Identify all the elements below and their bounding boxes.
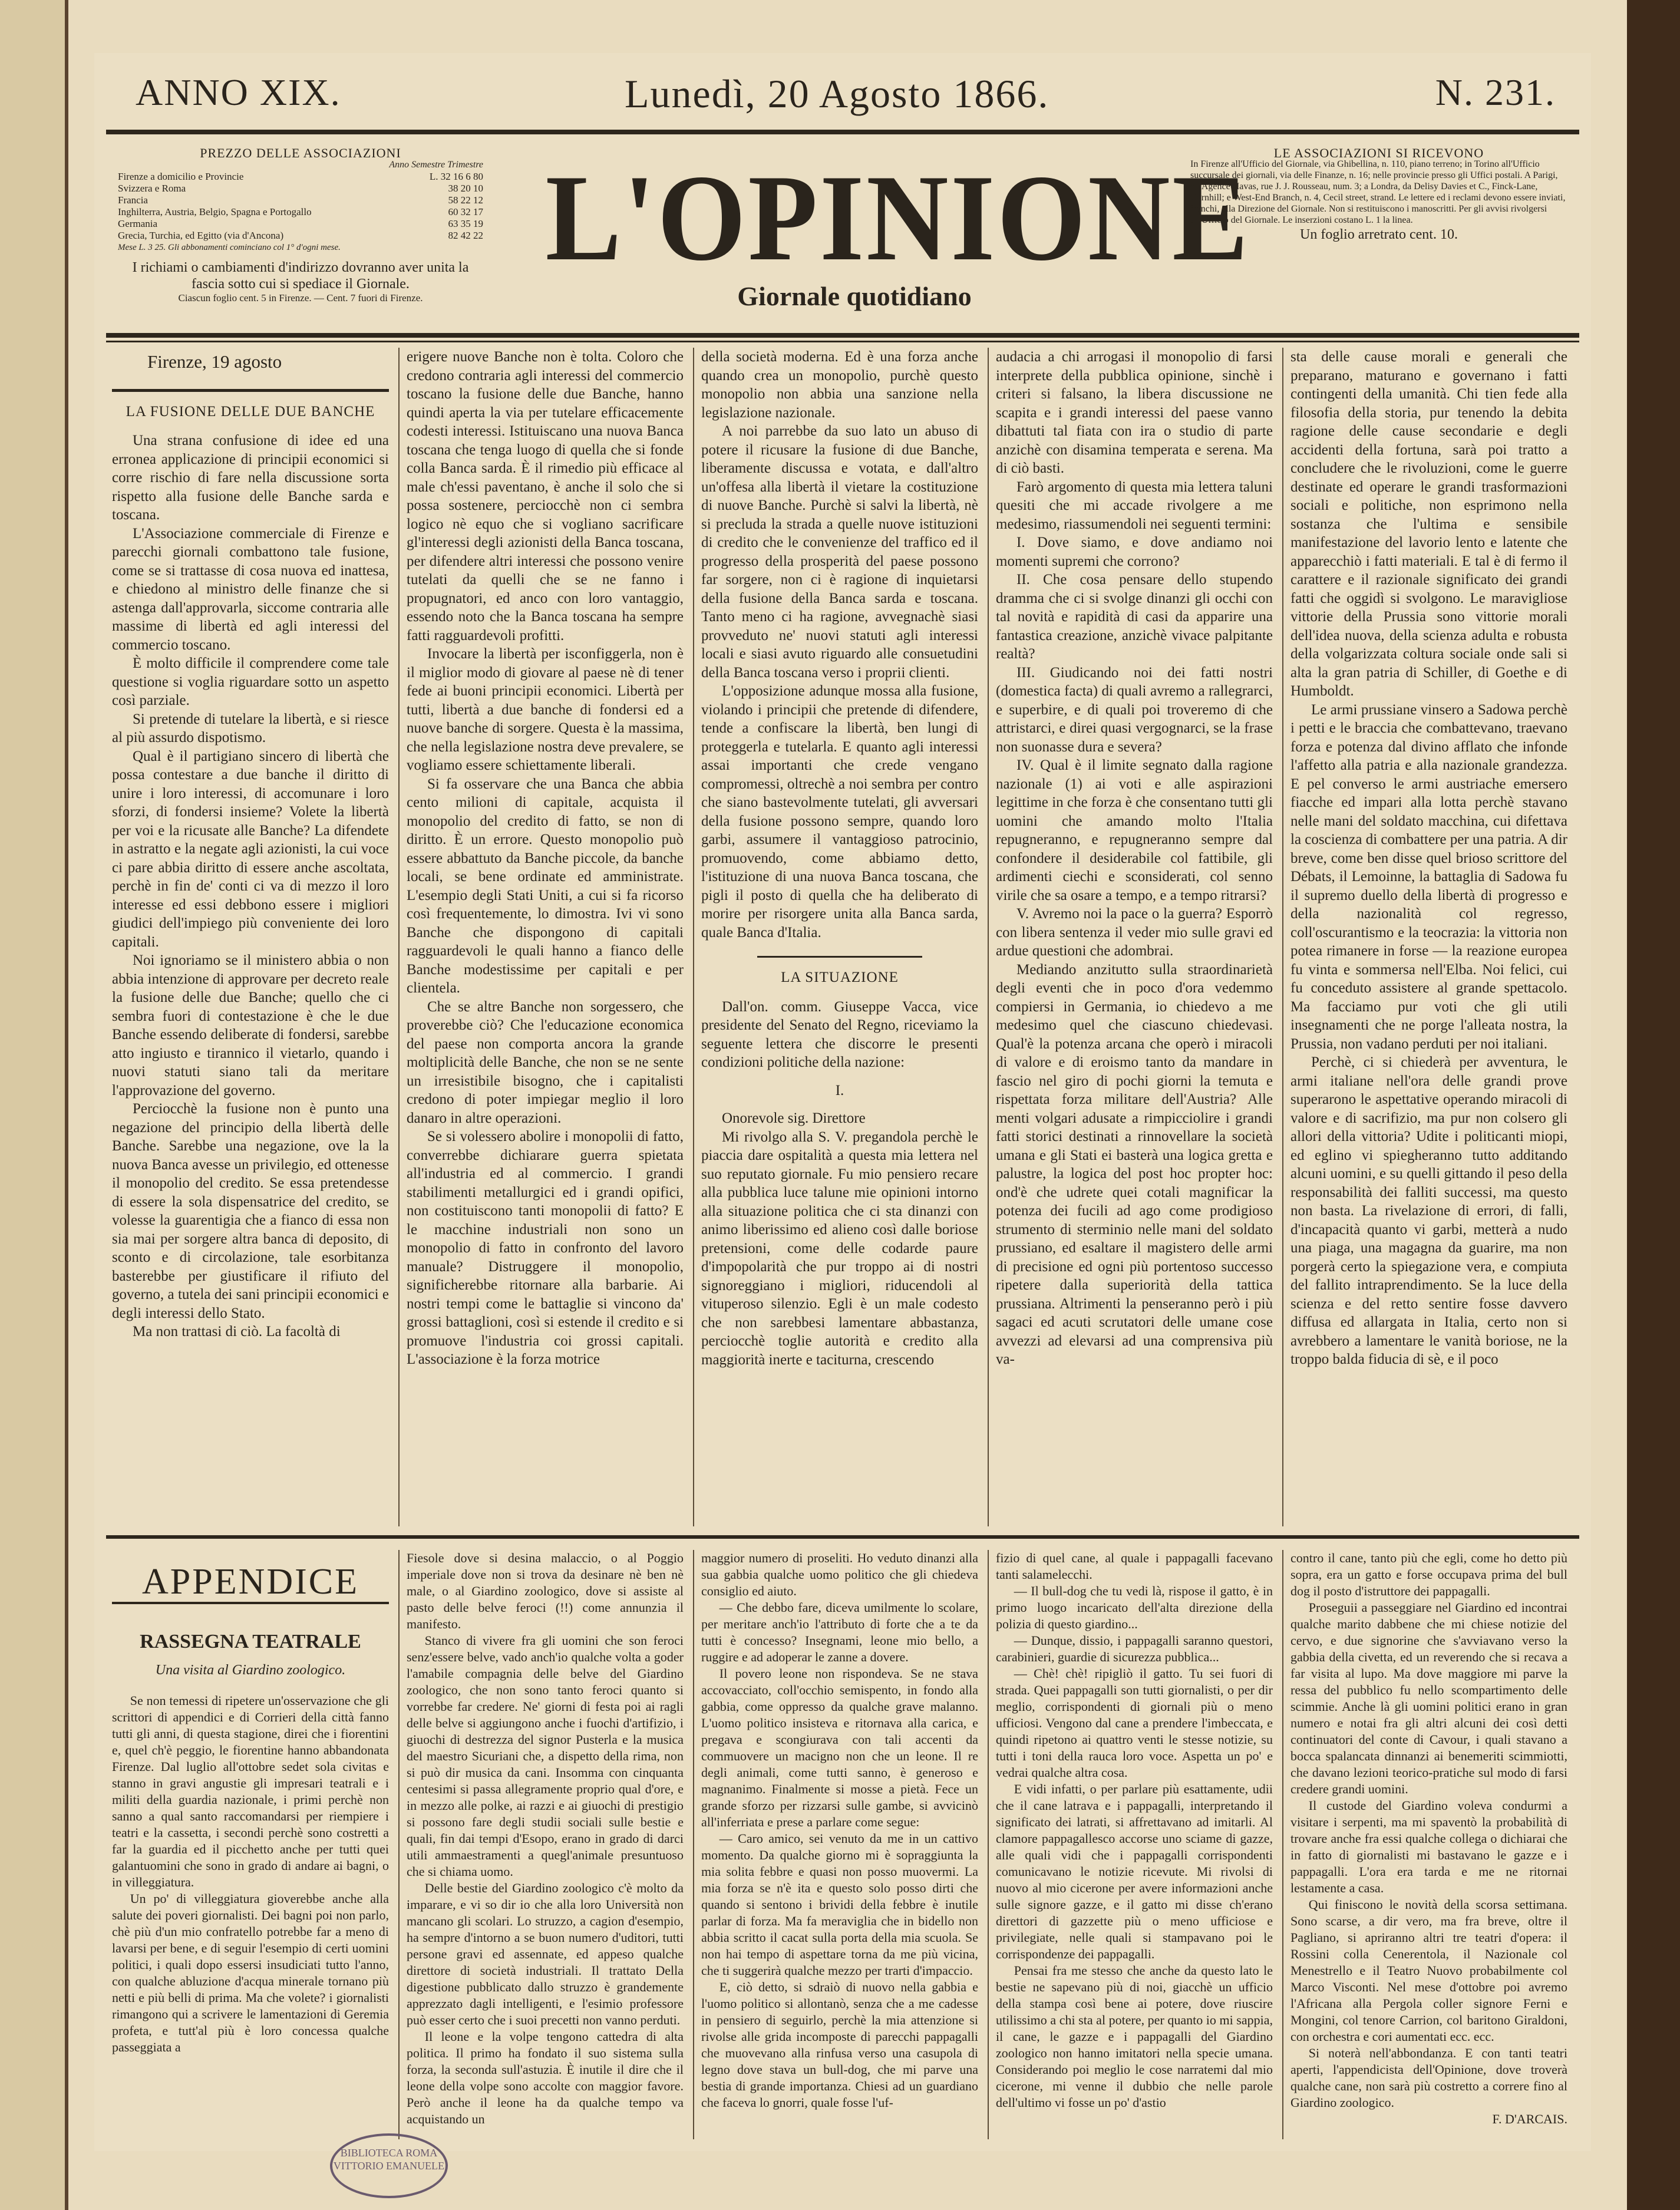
masthead <box>106 141 1579 336</box>
price-row: Firenze a domicilio e Provincie L. 32 16 6 80 <box>118 171 483 182</box>
paragraph: Farò argomento di questa mia lettera taluni quesiti che mi accade rivolgere a me medesimo, riassumendoli nei seguenti termini: <box>996 479 1273 532</box>
appendix-rule <box>106 1535 1579 1539</box>
appendix-column-4 <box>996 1550 1273 2139</box>
price-row: Grecia, Turchia, ed Egitto (via d'Ancona) 82 42 22 <box>118 230 483 241</box>
paragraph: sta delle cause morali e generali che preparano, maturano e governano i fatti contingenti della umanità. Chi tien fede alla filosofia della storia, pur tenendo la debita ragione delle cause secondarie e degli accidenti della fortuna, sarà poi tratto a concludere che le rivoluzioni, come le guerre destinate ed operare le grandi trasformazioni sociali e politiche, non esprimono nella sostanza che l'ultima e sensibile manifestazione del lavorio lento e latente che apparecchiò i fatti materiali. E tal è di fermo il carattere e il razionale significato dei grandi fatti che oggidì si svolgono. Le maravigliose vittorie della Prussia sono vittorie morali dell'idea nuova, della scienza adulta e robusta della volgarizzata coltura sociale onde sali si alta la gran patria di Schiller, di Goethe e di Humboldt. <box>1290 349 1567 699</box>
subscription-heading: LE ASSOCIAZIONI SI RICEVONO <box>1273 146 1484 160</box>
question: V. Avremo noi la pace o la guerra? Esporrò con libera sentenza il veder mio sulle gravi ed ardue questioni che adombrai. <box>996 906 1273 959</box>
appendix-columns <box>106 1550 1579 2139</box>
paragraph: Perchè, ci si chiederà per avventura, le armi italiane nell'ora delle grandi prove superarono le aspettative operando miracoli di valore e di sacrifizio, ma pur non colsero gli allori della vittoria? Udite i politicanti miopi, ed eglino vi spiegheranno tutto additando alcuni uomini, e su quelli gittando il peso della responsabilità dei falliti successi, ma questo non basta. La rivelazione di errori, di falli, d'incapacità quanto vi garbi, metterà a nudo una piaga, una magagna da guarire, ma non porgerà certo la spiegazione vera, e compiuta del fallito intraprendimento. Se la luce della scienza e del retto sentire fosse davvero diffusa ed allargata in Italia, certo non si avrebbero a lamentare le vanità boriose, ne la troppo balda fiducia di sè, e il poco <box>1290 1054 1567 1367</box>
paragraph: Ma non trattasi di ciò. La facoltà di <box>133 1324 341 1340</box>
paragraph: L'opposizione adunque mossa alla fusione, violando i principii che pretende di difendere, tende a confiscare la libertà, ben lungi di proteggerla e tutelarla. E quanto agli interessi assai importanti che crede vengano compromessi, oltrechè a noi sembra per contro che siano bastevolmente tutelati, gli avversari della fusione possono sempre, quando loro garbi, assumere il vantaggioso patrocinio, promuovendo, come abbiamo detto, l'istituzione di una nuova Banca toscana, che pigli il posto di quella che ha deliberato di morire per risorgere unita alla Banca sarda, quale Banca d'Italia. <box>701 683 978 941</box>
price-row: Inghilterra, Austria, Belgio, Spagna e Portogallo 60 32 17 <box>118 206 483 217</box>
dateline: Firenze, 19 agosto <box>147 351 282 372</box>
appendix-title: APPENDICE <box>141 1562 359 1602</box>
paragraph: della società moderna. Ed è una forza anche quando crea un monopolio, purchè questo monopolio non abbia una sanzione nella legislazione nazionale. <box>701 349 978 421</box>
paragraph: Che se altre Banche non sorgessero, che proverebbe ciò? Che l'educazione economica del paese non comporta ancora la grande moltiplicità delle Banche, che non se ne sente un irresistibile bisogno, che i capitalisti credono di poter impiegar meglio il loro danaro in altre operazioni. <box>407 998 684 1126</box>
issue-year: ANNO XIX. <box>136 71 341 113</box>
header-rule <box>106 130 1579 134</box>
paragraph: Noi ignoriamo se il ministero abbia o non abbia intenzione di approvare per decreto reale la fusione delle due Banche; quello che ci sembra fuori di contestazione è che le due Banche essendo deliberate di fondersi, sarebbe atto ingiusto e tirannico il vietarlo, quando i nuovi statuti siano tali da meritare l'approvazione del governo. <box>112 952 389 1099</box>
adjacent-page-edge <box>0 0 68 2210</box>
paragraph: Invocare la libertà per isconfiggerla, non è il miglior modo di giovare al paese nè di tener fede ai buoni principii economici. Libertà per tutti, libertà a due banche di fondersi ed a nuove banche di sorgere. Questa è la massima, che nella legislazione nostra deve prevalere, se vogliamo essere schiettamente liberali. <box>407 646 684 773</box>
paragraph: Se non temessi di ripetere un'osservazione che gli scrittori di appendici e di Corrieri della città fanno tutti gli anni, di questa stagione, direi che i fiorentini e, quel ch'è peggio, le fiorentine hanno abbandonata Firenze. Dal luglio all'ottobre sedet sola civitas e stanno in gravi angustie gli impresari teatrali e i militi della guardia nazionale, i primi perchè non sanno a qual santo raccomandarsi per riempiere i teatri e la cassetta, i secondi perchè sono costretti a far la guardia ed il picchetto anche per tutti quei galantuomini che sono in grado di andare ai bagni, o in villeggiatura. <box>112 1693 389 1889</box>
column-divider <box>988 1550 989 2139</box>
column-divider <box>398 1550 400 2139</box>
price-row: Francia 58 22 12 <box>118 194 483 206</box>
price-heading: PREZZO DELLE ASSOCIAZIONI <box>200 146 401 160</box>
paragraph: Il custode del Giardino voleva condurmi a visitare i serpenti, ma mi spaventò la probabilità di trovare anche fra essi qualche collega o dichiarai che in fatto di giornalisti mi bastavano le gazze e i pappagalli. L'ora era tarda e me ne ritornai lestamente a casa. <box>1290 1798 1567 1895</box>
subscription-text: In Firenze all'Ufficio del Giornale, via Ghibellina, n. 110, piano terreno; in Torino all'Ufficio succursale dei giornali, via delle Finanze, n. 16; nelle provincie presso gli Uffici postali. A Parigi, all'Agence Havas, rue J. J. Rousseau, num. 3; a Londra, da Delisy Davies et C., Finck-Lane, Cornhill; e West-End Branch, n. 4, Cecil street, strand. Le lettere ed i reclami devono essere inviati, franchi, alla Direzione del Giornale. Non si restituiscono i manoscritti. Per gli avvisi rivolgersi all'Ufficio del Giornale. Le inserzioni costano L. 1 la linea. <box>1190 159 1566 225</box>
article-heading: LA SITUAZIONE <box>781 969 899 985</box>
library-stamp: BIBLIOTECA ROMA VITTORIO EMANUELE <box>330 2133 448 2198</box>
section-rule <box>757 956 922 958</box>
appendix-column-3 <box>701 1550 978 2139</box>
paragraph: Si noterà nell'abbondanza. E con tanti teatri aperti, l'appendicista dell'Opinione, dove troverà qualche cane, non sarà più costretto a correre fino al Giardino zoologico. <box>1290 2046 1567 2110</box>
paragraph: Pensai fra me stesso che anche da questo lato le bestie ne sapevano più di noi, giacchè un ufficio della stampa così bene ai potere, dove riuscire utilissimo a chi sta al potere, per quanto io mi sappia, il cane, le gazze e i pappagalli del Giardino zoologico non hanno imitatori nella specie umana. Considerando poi meglio le cose narratemi dal mio cicerone, mi venne il dubbio che nelle parole dell'ultimo vi fosse un po' d'astio <box>996 1963 1273 2110</box>
column-divider <box>693 1550 694 2139</box>
newspaper-sheet <box>94 53 1591 2151</box>
paragraph: Qual è il partigiano sincero di libertà che possa contestare a due banche il diritto di unire i loro interessi, di accomunare i loro sforzi, di fondersi insieme? Volete la libertà per voi e la ricusate alle Banche? La difendete in astratto e la negate agli azionisti, la cui voce ci pare abbia diritto di essere anche ascoltata, perchè in fin de' conti ci va di mezzo il loro interesse ed essi debbono essere i migliori giudici dell'impiego più conveniente dei loro capitali. <box>112 748 389 950</box>
newspaper-title: L'OPINIONE <box>545 150 1250 286</box>
paragraph: Stanco di vivere fra gli uomini che son feroci senz'essere belve, vado anch'io qualche volta a goder l'amabile compagnia delle belve del Giardino zoologico, che non sono tanto feroci quanto si vorrebbe far credere. Ne' giorni di festa poi ai ragli delle belve si aggiungono anche i fuochi d'artifizio, i giuochi di destrezza del signor Pusterla e la musica del maestro Sicuriani che, a dispetto della rima, non si può dir musica da cani. Insomma con cinquanta centesimi si passa allegramente proprio qual d'ore, e in mezzo alle polke, ai razzi e ai giuochi di prestigio si possono fare degli studii sociali sulle bestie e quali, fin dai tempi d'Esopo, erano in grado di darci utili ammaestramenti a quegl'animale presuntuoso che si chiama uomo. <box>407 1633 684 1879</box>
subscription-box <box>1190 147 1567 240</box>
column-5 <box>1290 348 1567 1526</box>
book-binding-edge <box>1627 0 1680 2210</box>
question: II. Che cosa pensare dello stupendo dramma che ci si svolge dinanzi gli occhi con tal novità e rapidità di casi da apparire una fantastica creazione, anzichè vivace palpitante realtà? <box>996 572 1273 662</box>
appendix-column-2 <box>407 1550 684 2139</box>
paragraph: E, ciò detto, si sdraiò di nuovo nella gabbia e l'uomo politico si allontanò, senza che a me cadesse in pensiero di seguirlo, perchè la mia attenzione si rivolse alle grida incomposte di parecchi pappagalli che muovevano alla rinfusa verso una casupola di legno dove stava un bull-dog, che mi parve una bestia di grande importanza. Chiesi ad un guardiano che faceva lo gnorri, quale fosse l'uf- <box>701 1980 978 2110</box>
column-1 <box>112 348 389 1526</box>
back-issue-price: Un foglio arretrato cent. 10. <box>1300 227 1458 242</box>
paragraph: Perciocchè la fusione non è punto una negazione del principio della libertà delle Banche. Sarebbe una negazione, ove la la nuova Banca avesse un privilegio, ed ottenesse il monopolio del credito. Se essa pretendesse di essere la sola dispensatrice del credito, se volesse la guarentigia che a fianco di essa non sia mai per sorgere altra banca di deposito, di sconto e di circolazione, tale esorbitanza basterebbe per giustificare il rifiuto del governo, a tutela dei sani principii economici e degli interessi dello Stato. <box>112 1101 389 1321</box>
paragraph: Un po' di villeggiatura gioverebbe anche alla salute dei poveri giornalisti. Dei bagni poi non parlo, chè più d'un mio confratello potrebbe far a meno di lavarsi per bene, e di seguir l'esempio di certi uomini politici, i quali dopo essersi insudiciati tutto l'anno, con qualche abluzione d'acqua minerale tornano più netti e più belli di prima. Ma che volete? i giornalisti rimangono qui a scrivere le lamentazioni di Geremia profeta, e tutt'al più è loro concessa qualche passeggiata a <box>112 1891 389 2054</box>
paragraph: Mi rivolgo alla S. V. pregandola perchè le piaccia dare ospitalità a questa mia lettera nel suo reputato giornale. Fu mio pensiero recare alla pubblica luce talune mie opinioni intorno alla situazione politica che ci sta dinanzi con animo liberissimo ed alieno così dalle boriose pretensioni, come delle codarde paure d'impopolarità che pur troppo ai di nostri signoreggiano i migliori, riducendoli al vituperoso silenzio. Egli è un male codesto che non sarebbesi lamentare abbastanza, perciocchè toglie autorità e credito alla maggiorità inerte e taciturna, crescendo <box>701 1129 978 1368</box>
paragraph: Fiesole dove si desina malaccio, o al Poggio imperiale dove non si trova da desinare nè ben nè male, o al Giardino zoologico, dove si assiste al pasto delle belve feroci (!!) come annunzia il manifesto. <box>407 1551 684 1631</box>
price-box <box>118 147 483 304</box>
column-3 <box>701 348 978 1526</box>
appendix-column-5 <box>1290 1550 1567 2139</box>
column-divider <box>693 348 694 1526</box>
paragraph: Si pretende di tutelare la libertà, e si riesce al più assurdo dispotismo. <box>112 711 389 746</box>
paragraph: È molto difficile il comprendere come tale questione si voglia riguardare sotto un aspetto così parziale. <box>112 655 389 708</box>
question: IV. Qual è il limite segnato dalla ragione nazionale (1) ai voti e alle aspirazioni legittime in che forza è che consentano tutti gli uomini che amando molto l'Italia repugneranno, e repugneranno sempre dal confondere il desiderabile col fattibile, gli ardimenti ciechi e sconsiderati, col senno virile che sa osare a tempo, e a tempo ritrarsi? <box>996 757 1273 903</box>
column-divider <box>1282 1550 1283 2139</box>
masthead-rule <box>106 333 1579 338</box>
price-columns: Anno Semestre Trimestre <box>389 160 483 170</box>
main-columns <box>106 348 1579 1526</box>
paragraph: maggior numero di proseliti. Ho veduto dinanzi alla sua gabbia qualche uomo politico che gli chiedeva consiglio ed aiuto. <box>701 1551 978 1598</box>
paragraph: Si fa osservare che una Banca che abbia cento milioni di capitale, acquista il monopolio del credito di fatto, se non di diritto. È un errore. Questo monopolio può essere abbattuto da Banche piccole, da banche locali, se bene ordinate ed amministrate. L'esempio degli Stati Uniti, a cui si fa ricorso così frequentemente, lo dimostra. Ivi vi sono Banche che dispongono di capitali ragguardevoli le quali hanno a fianco delle Banche modestissime per capitali e per clientela. <box>407 776 684 996</box>
section-rule <box>112 389 389 392</box>
section-rule <box>112 1602 389 1604</box>
author-signature: F. D'ARCAIS. <box>1492 2112 1567 2126</box>
paragraph: audacia a chi arrogasi il monopolio di farsi interprete della pubblica opinione, sinchè i criteri si falsano, la libera discussione ne scapita e i grandi interessi del paese vanno dibattuti tal fiata con ira o studio di parte anzichè con disamina temperata e serena. Ma di ciò basti. <box>996 349 1273 476</box>
issue-number: N. 231. <box>1435 71 1556 113</box>
paragraph: erigere nuove Banche non è tolta. Coloro che credono contraria agli interessi del commercio toscano la fusione delle due Banche, hanno quindi aperta la via per tutelare efficacemente codesti interessi. Istituiscano una nuova Banca toscana che tenga luogo di quella che si fonde colla Banca sarda. È il rimedio più efficace al male ch'essi paventano, è anche il solo che si possa sostenere, perciocchè non ci sembra logico nè equo che si vogliano sacrificare gl'interessi degli azionisti della Banca toscana, per difendere altri interessi che possono venire tutelati da quelli che se ne fanno i propugnatori, ed anco con loro vantaggio, essendo noto che la Banca toscana ha sempre fatti ragguardevoli profitti. <box>407 349 684 644</box>
column-4 <box>996 348 1273 1526</box>
newspaper-subtitle: Giornale quotidiano <box>737 281 972 311</box>
paragraph: E vidi infatti, o per parlare più esattamente, udii che il cane latrava e i pappagalli, interpretando il significato dei latrati, si affrettavano ad imitarli. Al clamore pappagallesco accorse uno sciame di gazze, alle quali vidi che i pappagalli corrispondenti comunicavano le notizie ricevute. Mi rivolsi di nuovo al mio cicerone per avere informazioni anche sulle signore gazze, e il gatto mi disse ch'erano direttori di gazzette più o meno ufficiose e privilegiate, nelle quali si stampavano poi le corrispondenze dei pappagalli. <box>996 1782 1273 1961</box>
paragraph: Il povero leone non rispondeva. Se ne stava accovacciato, coll'occhio semispento, in fondo alla gabbia, come oppresso da qualche grave malanno. L'uomo politico insisteva e ritornava alla carica, e pregava e scongiurava con tali accenti da commuovere un macigno non che un leone. Il re degli animali, come tutti sanno, è generoso e magnanimo. Finalmente si mosse a pietà. Fece un grande sforzo per rizzarsi sulle gambe, si avvicinò all'inferriata e prese a parlare come segue: <box>701 1666 978 1829</box>
question: III. Giudicando noi dei fatti nostri (domestica facta) di quali avremo a rallegrarci, e superbire, e di quali poi troveremo di che attristarci, e direi quasi vergognarci, se la frase non suonasse dura e severa? <box>996 664 1273 755</box>
masthead-rule-thin <box>106 341 1579 342</box>
paragraph: Dall'on. comm. Giuseppe Vacca, vice presidente del Senato del Regno, riceviamo la seguente lettera che discorre le presenti condizioni politiche della nazione: <box>701 998 978 1070</box>
column-divider <box>988 348 989 1526</box>
paragraph: — Caro amico, sei venuto da me in un cattivo momento. Da qualche giorno mi è sopraggiunta la mia solita febbre e quasi non posso muovermi. La mia forza se n'è ita e questo solo posso dirti che quando si sentono i brividi della febbre è inutile parlar di forza. Ma fa meraviglia che in bidello non abbia scritto il cacat sulla porta della mia scuola. Se non hai tempo di aspettare torna da me più vicina, che ti suggerirà qualche mezzo per trarti d'impaccio. <box>701 1831 978 1978</box>
price-row: Germania 63 35 19 <box>118 218 483 229</box>
address-change-warning: I richiami o cambiamenti d'indirizzo dovranno aver unita la fascia sotto cui si spediace il Giornale. <box>132 260 469 292</box>
paragraph: Le armi prussiane vinsero a Sadowa perchè i petti e le braccia che combattevano, traevano forza e potenza dal divino afflato che infonde l'affetto alla patria e alla nazionale grandezza. E pel converso le armi austriache emersero fiacche ed impari alla lotta perchè stavano nelle mani del soldato macchina, cui difettava la coscienza di combattere per una patria. A dir breve, come ben disse quel brioso scrittore del Débats, il Lemoinne, la battaglia di Sadowa fu il supremo duello della libertà di progresso e della nazionalità col regresso, coll'oscurantismo e la teocrazia: la vittoria non potea rimanere in forse — la reazione europea fu vinta e sommersa nell'Elba. Noi felici, cui fu conceduto assistere al grande spettacolo. Ma facciamo pur voti che gli utili insegnamenti che ne porge l'alleata nostra, la Prussia, non vadano perduti per noi italiani. <box>1290 701 1567 1052</box>
letter-number: I. <box>835 1082 844 1099</box>
appendix-column-1 <box>112 1550 389 2139</box>
article-heading: LA FUSIONE DELLE DUE BANCHE <box>126 403 375 420</box>
paragraph: Se si volessero abolire i monopolii di fatto, converrebbe dichiarare guerra spietata all'industria ed al commercio. I grandi stabilimenti metallurgici ed i grandi opifici, non costituiscono tanti monopolii di fatto? E le macchine industriali non sono un monopolio di fatto in confronto del lavoro manuale? Distruggere il monopolio, significherebbe ritornare alla barbarie. Ai nostri tempi come le battaglie si vincono da' grossi battaglioni, così si estende il credito e si promuove l'industria coi grossi capitali. L'associazione è la forza motrice <box>407 1129 684 1367</box>
question: I. Dove siamo, e dove andiamo noi momenti supremi che corrono? <box>996 535 1273 569</box>
paragraph: Mediando anzitutto sulla straordinarietà degli eventi che in poco d'ora vedemmo compiersi in Germania, io chiedevo a me medesimo quel che ciascuno chiedevasi. Qual'è la potenza arcana che operò i miracoli di valore e di eroismo tanto da mandare in fascio nel giro di pochi giorni la temuta e rispettata forza militare dell'Austria? Alle menti volgari adusate a rimpicciolire i grandi fatti storici destinati a rinnovellare la società umana e gli Stati ei basterà una logica gretta e palustre, la logica del post hoc propter hoc: ond'è che udrete quei cotali magnificar la potenza dei fucili ad ago come prodigioso strumento di sterminio nelle mani del soldato prussiano, ed esaltare il magistero delle armi di precisione ed ogni più portentoso successo ripetere dalla superiorità della tattica prussiana. Altrimenti la penseranno però i più sagaci ed acuti scrutatori delle umane cose avvezzi ad elevarsi ad una comprensiva più va- <box>996 961 1273 1367</box>
paragraph: A noi parrebbe da suo lato un abuso di potere il ricusare la fusione di due Banche, liberamente discussa e votata, e dall'altro un'offesa alla libertà il vietare la costituzione di nuove Banche. Purchè si salvi la libertà, nè si precluda la strada a quelle nuove istituzioni di credito che le convenienze del traffico ed il progresso della prosperità del paese possono far sorgere, non ci è ragione di inquietarsi della fusione della Banca sarda e toscana. Tanto meno ci ha ragione, avvegnachè siasi provveduto ne' nuovi statuti agli interessi locali e siasi avuto riguardo alle consuetudini della Banca toscana verso i proprii clienti. <box>701 423 978 681</box>
column-divider <box>398 348 400 1526</box>
paragraph: — Il bull-dog che tu vedi là, rispose il gatto, è in primo luogo incaricato dell'alta direzione della polizia di questo giardino... <box>996 1584 1273 1631</box>
paragraph: contro il cane, tanto più che egli, come ho detto più sopra, era un gatto e forse occupava prima del bull dog il posto d'istruttore dei pappagalli. <box>1290 1551 1567 1598</box>
paragraph: — Che debbo fare, diceva umilmente lo scolare, per meritare anch'io l'attributo di forte che a te da tutti è concesso? Insegnami, leone mio bello, a ruggire e ad adoperar le zanne a dovere. <box>701 1600 978 1664</box>
title-block <box>519 150 1250 312</box>
appendix-subheading: Una visita al Giardino zoologico. <box>155 1663 346 1678</box>
column-2 <box>407 348 684 1526</box>
paragraph: Il leone e la volpe tengono cattedra di alta politica. Il primo ha fondato il suo sistema sulla forza, la seconda sull'astuzia. È inutile il dire che il leone della volpe sono accolte con maggior favore. Però anche il leone ha da qualche tempo va acquistando un <box>407 2029 684 2126</box>
paragraph: — Chè! chè! ripigliò il gatto. Tu sei fuori di strada. Quei pappagalli son tutti giornalisti, o per dir meglio, corrispondenti di giornali più o meno ufficiosi. Vengono dal cane a prendere l'imbeccata, e quindi ripetono ai quattro venti le stesse notizie, su tutti i toni della rauca loro voce. Aspetta un po' e vedrai qualche altra cosa. <box>996 1666 1273 1780</box>
issue-date: Lunedì, 20 Agosto 1866. <box>625 71 1049 116</box>
paragraph: fizio di quel cane, al quale i pappagalli facevano tanti salamelecchi. <box>996 1551 1273 1582</box>
single-copy-cost: Ciascun foglio cent. 5 in Firenze. — Cent. 7 fuori di Firenze. <box>178 292 423 304</box>
price-note: Mese L. 3 25. Gli abbonamenti cominciano col 1° d'ogni mese. <box>118 243 341 252</box>
paragraph: Delle bestie del Giardino zoologico c'è molto da imparare, e vi so dir io che alla loro Università non mancano gli scolari. Lo struzzo, a cagion d'esempio, ha sempre d'intorno a se buon numero d'uditori, tutti persone gravi ed assennate, ed appeso qualche direttore di società industriali. Il trattato Della digestione pubblicato dallo struzzo è grandemente apprezzato dagli intelligenti, e l'esimio professore può esser certo che i suoi precetti non vanno perduti. <box>407 1881 684 2027</box>
paragraph: Una strana confusione di idee ed una erronea applicazione di principii economici si corre rischio di fare nella discussione sorta rispetto alla fusione delle Banche sarda e toscana. <box>112 433 389 523</box>
salutation: Onorevole sig. Direttore <box>722 1110 866 1126</box>
paragraph: Qui finiscono le novità della scorsa settimana. Sono scarse, a dir vero, ma fra breve, oltre il Pagliano, si apriranno altri tre teatri d'opera: il Rossini colla Cenerentola, il Nazionale col Menestrello e il Teatro Nuovo probabilmente col Marco Visconti. Nel mese d'ottobre poi avremo l'Africana alla Pergola coller signore Ferni e Mongini, col tenore Carrion, col baritono Giraldoni, con orchestra e cori aumentati ecc. ecc. <box>1290 1897 1567 2044</box>
column-divider <box>1282 348 1283 1526</box>
price-row: Svizzera e Roma 38 20 10 <box>118 183 483 194</box>
paragraph: Proseguii a passeggiare nel Giardino ed incontrai qualche marito dabbene che mi chiese notizie del cervo, e due signorine che s'avviavano verso la gabbia della civetta, ed un reverendo che si recava a far visita al lupo. Ma dove maggiore mi parve la ressa del pubblico fu nello scompartimento delle scimmie. Anche là gli uomini politici erano in gran numero e notai fra gli altri alcuni dei così detti continuatori del conte di Cavour, i quali stavano a bocca spalancata dinnanzi ai benemeriti scimmiotti, che davano lezioni teorico-pratiche sul modo di farsi credere grandi uomini. <box>1290 1600 1567 1796</box>
appendix-heading: RASSEGNA TEATRALE <box>140 1631 361 1652</box>
header-row <box>118 71 1567 136</box>
paragraph: — Dunque, dissio, i pappagalli saranno questori, carabinieri, guardie di sicurezza pubblica... <box>996 1633 1273 1664</box>
paragraph: L'Associazione commerciale di Firenze e parecchi giornali combattono tale fusione, come se si trattasse di cosa nuova ed inattesa, e chiedono al ministro delle finanze che si astenga dall'approvarla, siccome contraria alle massime di libertà ed agli interessi del commercio toscano. <box>112 525 389 653</box>
